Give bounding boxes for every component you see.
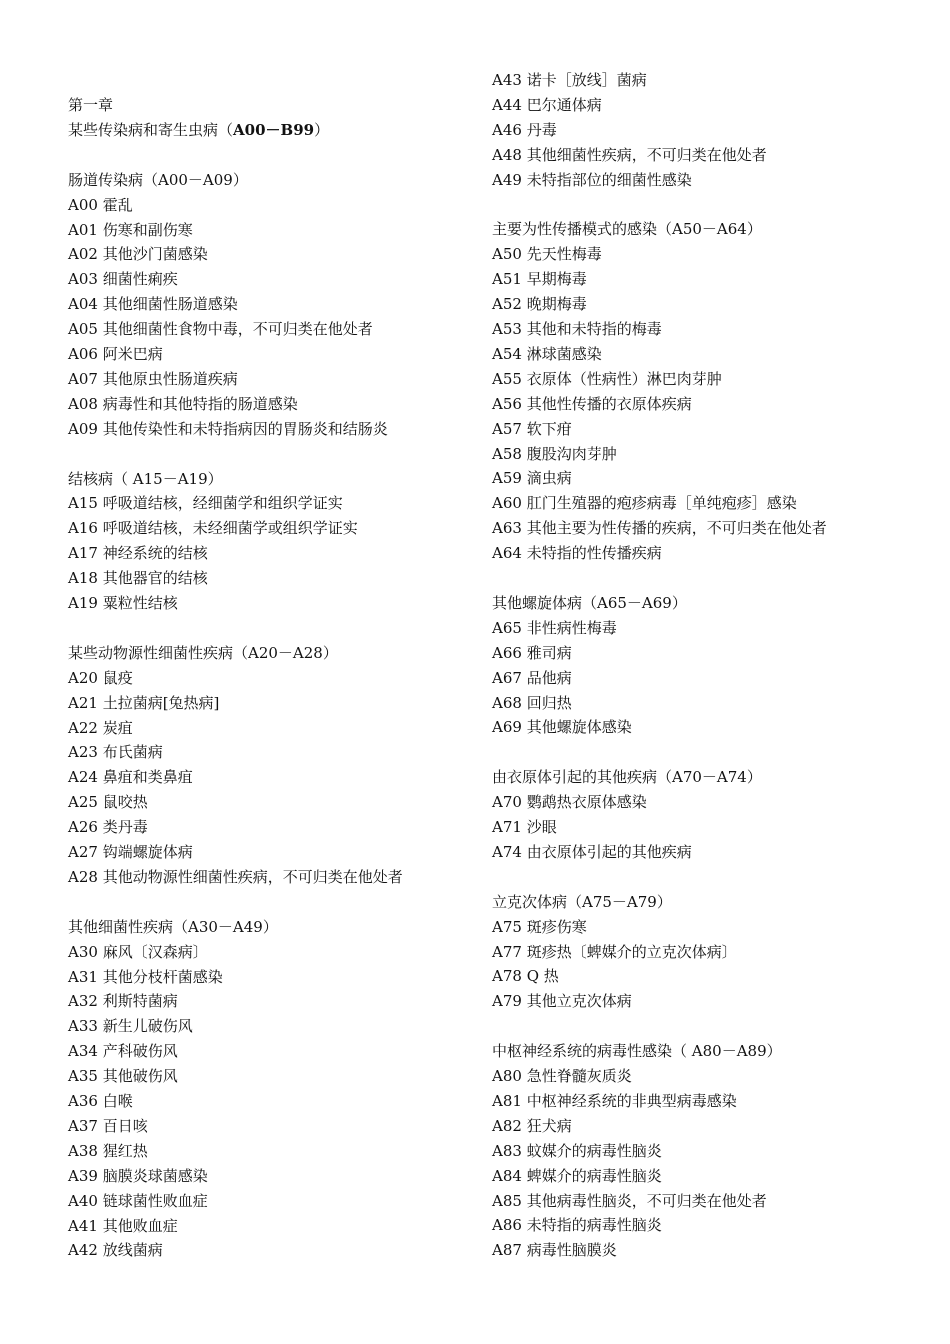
line-text: A42 放线菌病 bbox=[68, 1241, 163, 1260]
text-line bbox=[492, 942, 737, 962]
text-line bbox=[68, 693, 219, 713]
line-text: A85 其他病毒性脑炎，不可归类在他处者 bbox=[492, 1191, 767, 1210]
text-line bbox=[68, 1041, 178, 1061]
line-text: A41 其他败血症 bbox=[68, 1216, 178, 1235]
line-text: A49 未特指部位的细菌性感染 bbox=[492, 170, 692, 189]
line-text: A34 产科破伤风 bbox=[68, 1042, 178, 1061]
text-line bbox=[68, 369, 238, 389]
line-text: A48 其他细菌性疾病，不可归类在他处者 bbox=[492, 145, 767, 164]
text-line bbox=[492, 593, 687, 613]
text-line bbox=[68, 1091, 133, 1111]
text-line bbox=[492, 145, 767, 165]
line-text: A40 链球菌性败血症 bbox=[68, 1191, 208, 1210]
line-text: A80 急性脊髓灰质炎 bbox=[492, 1067, 632, 1085]
text-line bbox=[68, 817, 148, 837]
line-text: A27 钩端螺旋体病 bbox=[68, 843, 193, 861]
text-line bbox=[68, 518, 358, 538]
text-line bbox=[68, 543, 208, 563]
line-text: A58 腹股沟肉芽肿 bbox=[492, 444, 617, 463]
text-line bbox=[68, 120, 329, 140]
text-line bbox=[492, 518, 827, 538]
line-text: A05 其他细菌性食物中毒，不可归类在他处者 bbox=[68, 320, 373, 339]
text-line bbox=[492, 1166, 662, 1186]
text-line bbox=[68, 967, 223, 987]
line-text: A63 其他主要为性传播的疾病，不可归类在他处者 bbox=[492, 519, 827, 538]
text-line bbox=[492, 966, 559, 986]
line-text: A37 百日咳 bbox=[68, 1116, 148, 1135]
line-text: A35 其他破伤风 bbox=[68, 1067, 178, 1086]
line-text: A53 其他和未特指的梅毒 bbox=[492, 320, 662, 338]
line-text: A36 白喉 bbox=[68, 1092, 133, 1110]
line-text: A52 晚期梅毒 bbox=[492, 295, 587, 314]
text-line bbox=[68, 220, 193, 240]
line-text: A87 病毒性脑膜炎 bbox=[492, 1241, 617, 1260]
text-line bbox=[68, 593, 178, 613]
text-line bbox=[492, 294, 587, 314]
text-line bbox=[68, 469, 223, 489]
text-line bbox=[492, 643, 572, 663]
text-line bbox=[492, 618, 617, 638]
text-line bbox=[68, 493, 343, 513]
text-line bbox=[68, 668, 133, 688]
line-text: 其他螺旋体病（A65－A69） bbox=[492, 593, 687, 612]
text-line bbox=[68, 319, 373, 339]
text-line bbox=[492, 120, 557, 140]
line-text: A46 丹毒 bbox=[492, 120, 557, 139]
text-line bbox=[68, 394, 298, 414]
text-line bbox=[492, 468, 572, 488]
text-line bbox=[68, 419, 388, 439]
text-line bbox=[492, 917, 587, 937]
text-line bbox=[68, 1116, 148, 1136]
text-line bbox=[68, 269, 178, 289]
line-text: A08 病毒性和其他特指的肠道感染 bbox=[68, 394, 298, 413]
text-line bbox=[492, 394, 692, 414]
line-text: A86 未特指的病毒性脑炎 bbox=[492, 1216, 662, 1235]
text-line bbox=[492, 369, 722, 389]
line-text: A02 其他沙门菌感染 bbox=[68, 245, 208, 264]
text-line bbox=[68, 991, 178, 1011]
text-line bbox=[68, 942, 208, 962]
line-text: A50 先天性梅毒 bbox=[492, 245, 602, 264]
line-text: A43 诺卡［放线］菌病 bbox=[492, 71, 647, 89]
line-text: A21 土拉菌病[兔热病] bbox=[68, 693, 220, 712]
line-text: A69 其他螺旋体感染 bbox=[492, 718, 632, 737]
line-text: A01 伤寒和副伤寒 bbox=[68, 220, 193, 239]
line-text: 中枢神经系统的病毒性感染（ A80－A89） bbox=[492, 1042, 782, 1061]
line-text: A70 鹦鹉热衣原体感染 bbox=[492, 793, 647, 812]
text-line bbox=[68, 842, 193, 862]
line-text: 其他细菌性疾病（A30－A49） bbox=[68, 917, 278, 936]
text-line bbox=[68, 1066, 178, 1086]
text-line bbox=[492, 1240, 617, 1260]
line-text: A81 中枢神经系统的非典型病毒感染 bbox=[492, 1091, 737, 1110]
text-line bbox=[492, 991, 632, 1011]
line-text: A31 其他分枝杆菌感染 bbox=[68, 967, 223, 986]
text-line bbox=[492, 244, 602, 264]
text-line bbox=[492, 1116, 572, 1136]
text-line bbox=[492, 1141, 662, 1161]
line-text: A54 淋球菌感染 bbox=[492, 344, 602, 363]
line-text: 结核病（ A15－A19） bbox=[68, 469, 223, 488]
line-text: A03 细菌性痢疾 bbox=[68, 270, 178, 289]
line-text: A64 未特指的性传播疾病 bbox=[492, 544, 662, 563]
line-text: A65 非性病性梅毒 bbox=[492, 618, 617, 637]
line-text: A82 狂犬病 bbox=[492, 1116, 572, 1135]
text-line bbox=[492, 668, 572, 688]
line-text: A16 呼吸道结核，未经细菌学或组织学证实 bbox=[68, 519, 358, 538]
text-line bbox=[492, 344, 602, 364]
text-line bbox=[492, 493, 797, 513]
line-text: A17 神经系统的结核 bbox=[68, 544, 208, 563]
line-text: A74 由衣原体引起的其他疾病 bbox=[492, 842, 692, 861]
text-line bbox=[68, 344, 163, 364]
text-line bbox=[492, 1041, 782, 1061]
line-text: A06 阿米巴病 bbox=[68, 345, 163, 363]
text-line bbox=[68, 1166, 208, 1186]
text-line bbox=[492, 319, 662, 339]
line-text: 第一章 bbox=[68, 96, 114, 114]
text-line bbox=[492, 817, 557, 837]
line-text: A67 品他病 bbox=[492, 668, 572, 687]
line-text: A30 麻风〔汉森病〕 bbox=[68, 942, 208, 961]
text-line bbox=[68, 195, 133, 215]
line-text: A04 其他细菌性肠道感染 bbox=[68, 295, 238, 314]
text-line bbox=[68, 792, 148, 812]
line-text: A19 粟粒性结核 bbox=[68, 594, 178, 612]
line-text: A00 霍乱 bbox=[68, 195, 133, 214]
text-line bbox=[68, 742, 163, 762]
text-line bbox=[68, 568, 208, 588]
line-text: A55 衣原体（性病性）淋巴肉芽肿 bbox=[492, 369, 722, 388]
line-text: A68 回归热 bbox=[492, 693, 572, 712]
text-line bbox=[492, 95, 602, 115]
line-text: 主要为性传播模式的感染（A50－A64） bbox=[492, 220, 762, 239]
line-text: A15 呼吸道结核，经细菌学和组织学证实 bbox=[68, 494, 343, 513]
text-line bbox=[492, 842, 692, 862]
text-line bbox=[492, 693, 572, 713]
line-text: A39 脑膜炎球菌感染 bbox=[68, 1166, 208, 1185]
text-line bbox=[492, 767, 762, 787]
line-text: A33 新生儿破伤风 bbox=[68, 1017, 193, 1036]
text-line bbox=[68, 1016, 193, 1036]
text-line bbox=[68, 170, 248, 190]
line-text: A22 炭疽 bbox=[68, 718, 133, 737]
text-line bbox=[492, 269, 587, 289]
line-text: A38 猩红热 bbox=[68, 1141, 148, 1160]
text-line bbox=[492, 717, 632, 737]
text-line bbox=[492, 792, 647, 812]
line-text: A24 鼻疽和类鼻疽 bbox=[68, 768, 193, 787]
line-text: A79 其他立克次体病 bbox=[492, 992, 632, 1011]
text-line bbox=[68, 718, 133, 738]
line-text: 立克次体病（A75－A79） bbox=[492, 892, 672, 911]
line-text: A07 其他原虫性肠道疾病 bbox=[68, 369, 238, 388]
line-suffix: ） bbox=[314, 120, 330, 139]
line-text: A44 巴尔通体病 bbox=[492, 95, 602, 114]
text-line bbox=[68, 244, 208, 264]
text-line bbox=[68, 1191, 208, 1211]
line-text: 肠道传染病（A00－A09） bbox=[68, 170, 248, 189]
text-line bbox=[492, 219, 762, 239]
text-line bbox=[492, 419, 572, 439]
text-line bbox=[492, 543, 662, 563]
line-text: A28 其他动物源性细菌性疾病，不可归类在他处者 bbox=[68, 867, 403, 886]
text-line bbox=[492, 1215, 662, 1235]
line-text: A84 蜱媒介的病毒性脑炎 bbox=[492, 1166, 662, 1185]
text-line bbox=[68, 1141, 148, 1161]
text-line bbox=[492, 1091, 737, 1111]
line-text: A32 利斯特菌病 bbox=[68, 992, 178, 1011]
code-range: A00－B99 bbox=[233, 120, 315, 139]
text-line bbox=[68, 867, 403, 887]
text-line bbox=[492, 170, 692, 190]
line-text: A56 其他性传播的衣原体疾病 bbox=[492, 394, 692, 413]
text-line bbox=[68, 1240, 163, 1260]
line-text: A18 其他器官的结核 bbox=[68, 569, 208, 588]
text-line bbox=[68, 1216, 178, 1236]
line-text: A25 鼠咬热 bbox=[68, 793, 148, 812]
line-text: 某些动物源性细菌性疾病（A20－A28） bbox=[68, 643, 338, 662]
line-text: A20 鼠疫 bbox=[68, 668, 133, 687]
text-line bbox=[68, 643, 338, 663]
line-text: A51 早期梅毒 bbox=[492, 270, 587, 289]
text-line bbox=[492, 1191, 767, 1211]
line-text: A78 Q 热 bbox=[492, 967, 559, 986]
line-text: A26 类丹毒 bbox=[68, 818, 148, 837]
line-text: A57 软下疳 bbox=[492, 419, 572, 438]
line-text: A71 沙眼 bbox=[492, 818, 557, 836]
text-line bbox=[492, 70, 647, 90]
line-text: A77 斑疹热〔蜱媒介的立克次体病〕 bbox=[492, 942, 737, 961]
text-line bbox=[492, 444, 617, 464]
line-text: 某些传染病和寄生虫病（ bbox=[68, 120, 234, 139]
line-text: A83 蚊媒介的病毒性脑炎 bbox=[492, 1141, 662, 1160]
text-line bbox=[492, 1066, 632, 1086]
text-line bbox=[68, 95, 113, 115]
text-line bbox=[68, 917, 278, 937]
line-text: A23 布氏菌病 bbox=[68, 743, 163, 762]
line-text: A66 雅司病 bbox=[492, 643, 572, 662]
line-text: A60 肛门生殖器的疱疹病毒［单纯疱疹］感染 bbox=[492, 494, 797, 513]
line-text: A59 滴虫病 bbox=[492, 469, 572, 488]
line-text: A75 斑疹伤寒 bbox=[492, 917, 587, 936]
line-text: 由衣原体引起的其他疾病（A70－A74） bbox=[492, 768, 762, 787]
text-line bbox=[68, 767, 193, 787]
text-line bbox=[492, 892, 672, 912]
line-text: A09 其他传染性和未特指病因的胃肠炎和结肠炎 bbox=[68, 419, 388, 438]
text-line bbox=[68, 294, 238, 314]
